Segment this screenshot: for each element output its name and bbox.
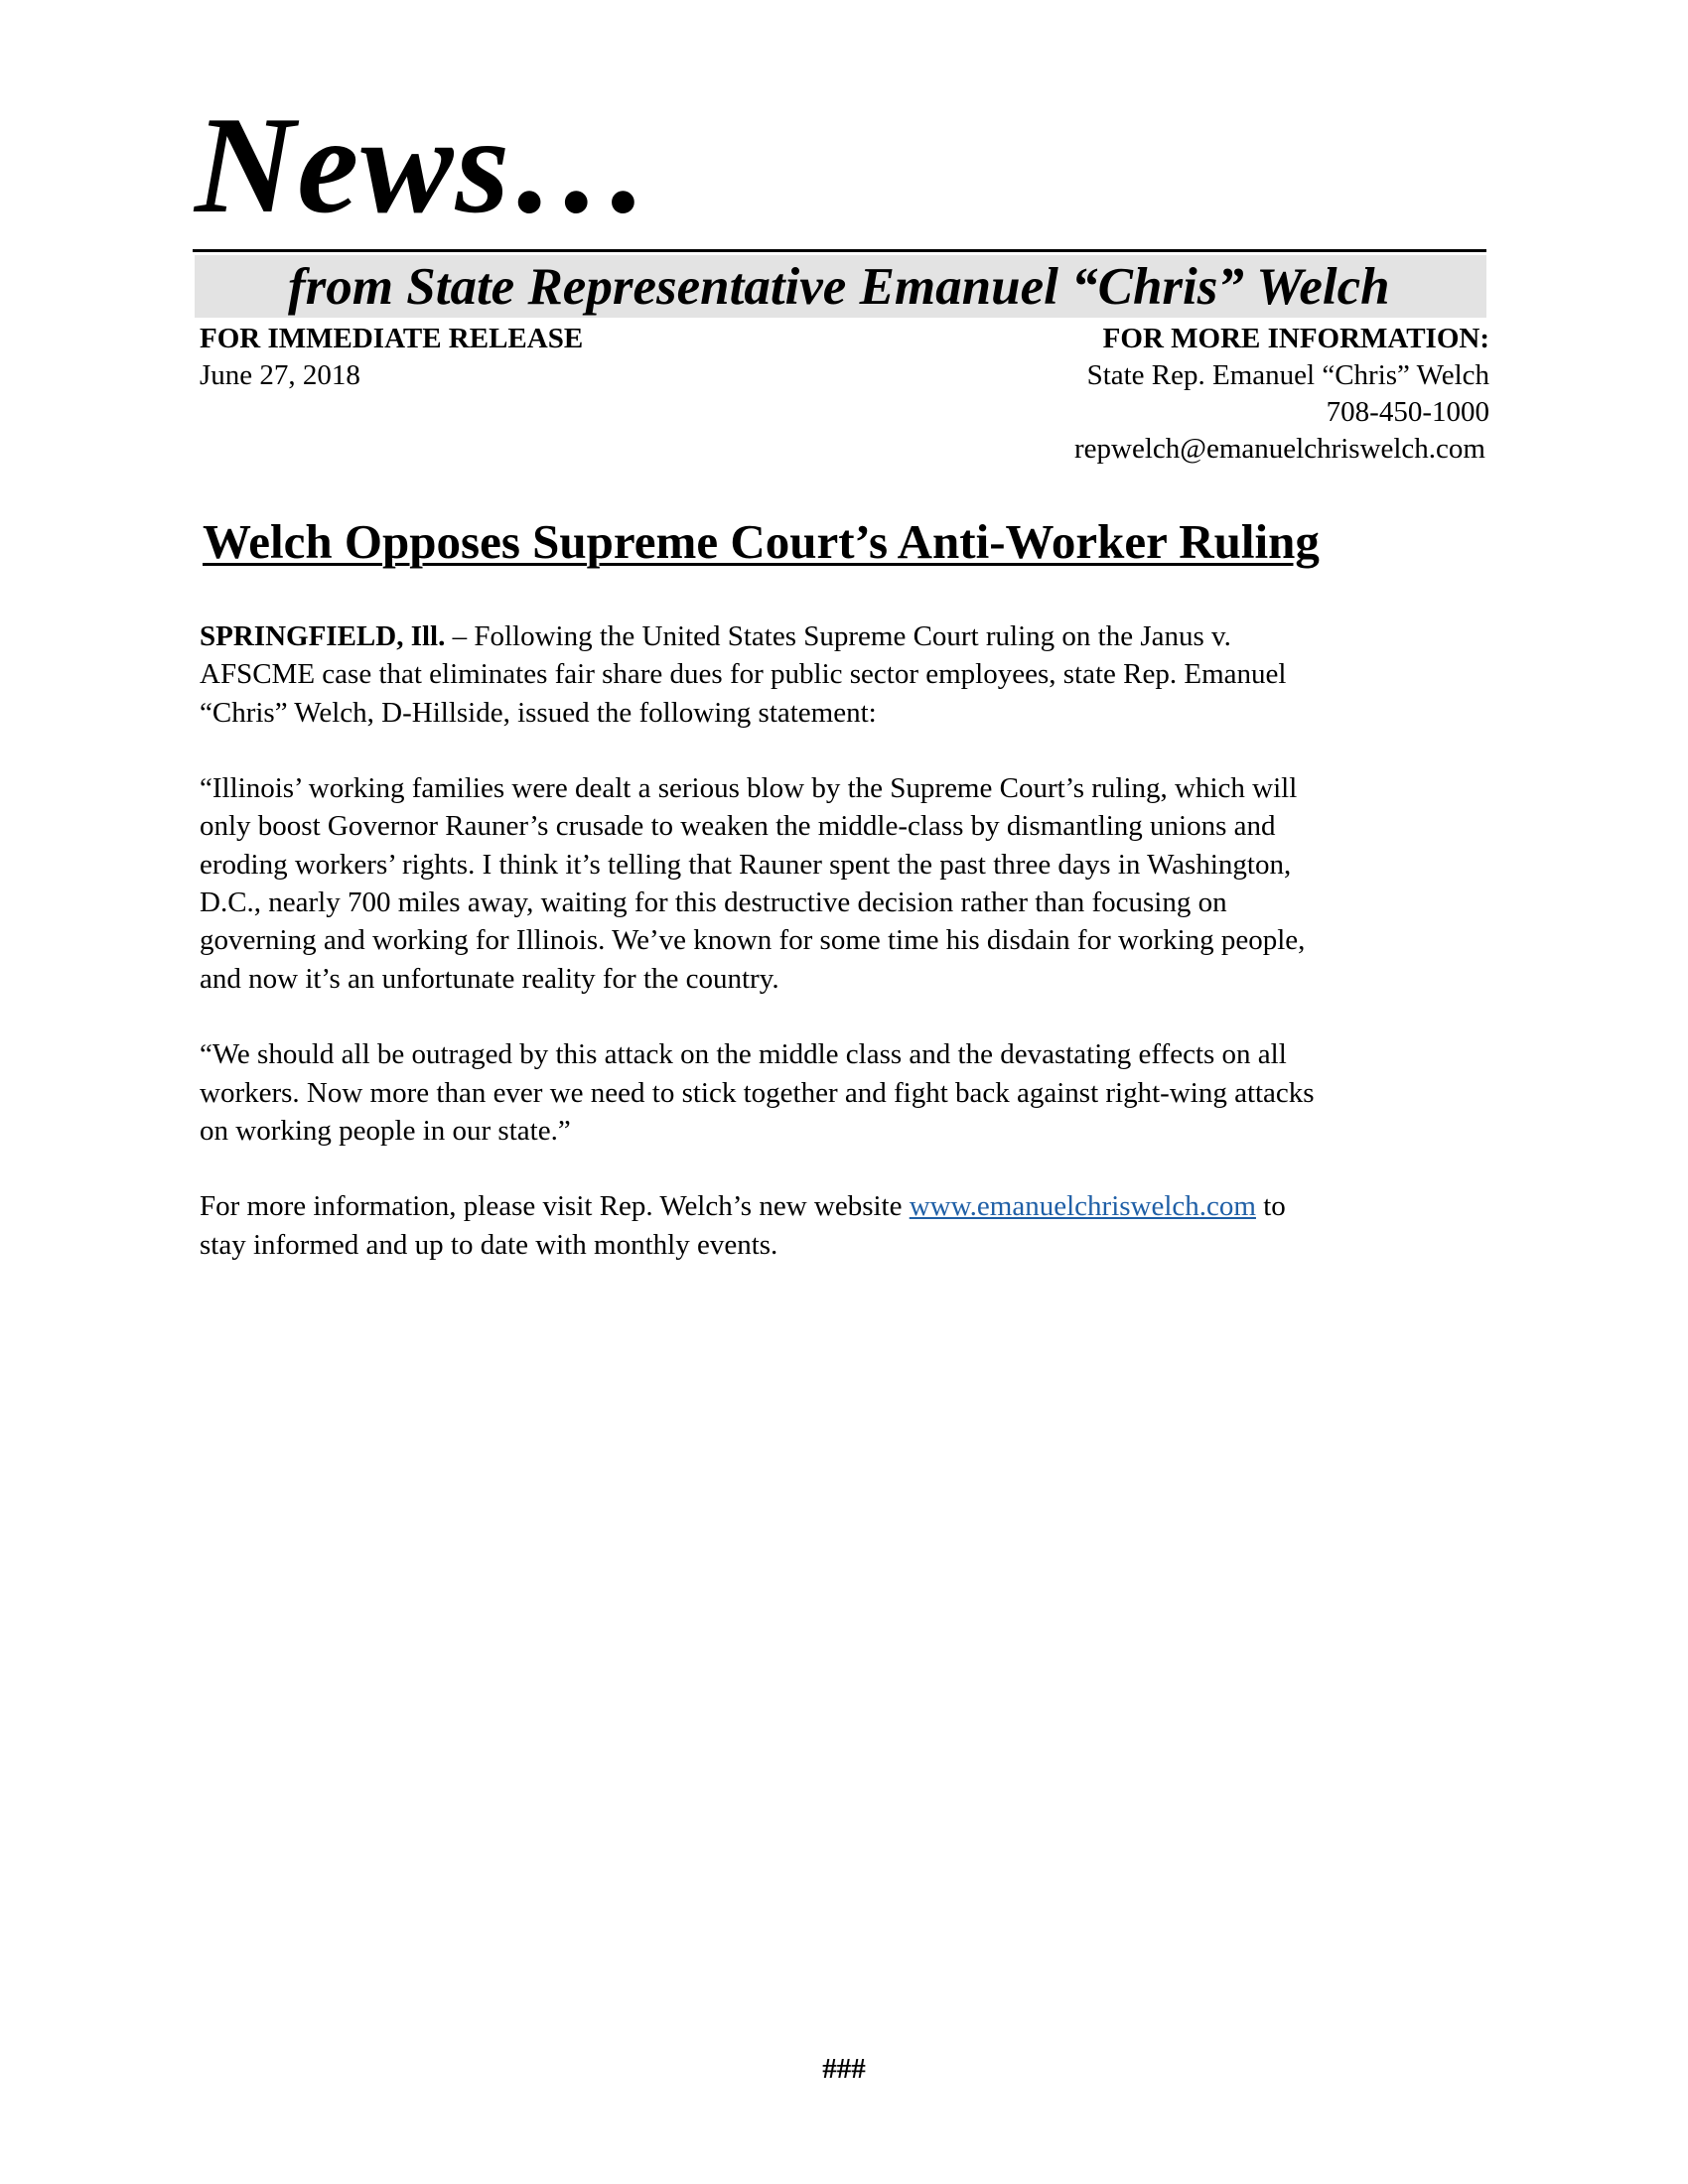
closing-text: stay informed and up to date with monthly events. [200, 1228, 778, 1261]
quote-line: “We should all be outraged by this attack on the middle class and the devastating effects on all [200, 1038, 1287, 1071]
contact-email: repwelch@emanuelchriswelch.com [1073, 433, 1485, 465]
quote-line: governing and working for Illinois. We’ve known for some time his disdain for working people, [200, 924, 1306, 957]
article-body [200, 617, 1490, 1301]
contact-name: State Rep. Emanuel “Chris” Welch [1086, 359, 1489, 391]
dateline: SPRINGFIELD, Ill. [200, 620, 446, 652]
quote-line: on working people in our state.” [200, 1114, 571, 1147]
contact-label: FOR MORE INFORMATION: [1102, 323, 1489, 354]
quote-paragraph-1 [200, 769, 1490, 998]
contact-phone: 708-450-1000 [1326, 396, 1489, 428]
quote-line: only boost Governor Rauner’s crusade to weaken the middle-class by dismantling unions and [200, 810, 1276, 843]
lead-paragraph [200, 617, 1490, 732]
closing-text: For more information, please visit Rep. Welch’s new website [200, 1190, 910, 1223]
masthead-subtitle: from State Representative Emanuel “Chris” Welch [288, 258, 1390, 316]
release-date: June 27, 2018 [200, 359, 360, 391]
release-label: FOR IMMEDIATE RELEASE [200, 323, 584, 354]
quote-line: workers. Now more than ever we need to stick together and fight back against right-wing attacks [200, 1076, 1315, 1109]
lead-line: – Following the United States Supreme Court ruling on the Janus v. [445, 620, 1231, 652]
quote-line: eroding workers’ rights. I think it’s telling that Rauner spent the past three days in Washington, [200, 848, 1292, 881]
quote-line: “Illinois’ working families were dealt a serious blow by the Supreme Court’s ruling, which will [200, 772, 1298, 805]
end-marks: ### [822, 2053, 866, 2085]
quote-line: D.C., nearly 700 miles away, waiting for this destructive decision rather than focusing on [200, 887, 1227, 919]
lead-line: AFSCME case that eliminates fair share dues for public sector employees, state Rep. Emanuel [200, 658, 1287, 691]
quote-line: and now it’s an unfortunate reality for the country. [200, 962, 779, 995]
headline: Welch Opposes Supreme Court’s Anti-Worker Ruling [203, 514, 1320, 569]
closing-text: to [1255, 1190, 1286, 1223]
closing-paragraph [200, 1187, 1490, 1264]
masthead-divider [193, 249, 1486, 252]
quote-paragraph-2 [200, 1035, 1490, 1150]
release-info [200, 321, 583, 394]
contact-info [1074, 321, 1489, 468]
lead-line: “Chris” Welch, D-Hillside, issued the following statement: [200, 696, 877, 729]
website-link[interactable]: www.emanuelchriswelch.com [909, 1190, 1256, 1223]
masthead-title: News… [195, 88, 653, 242]
